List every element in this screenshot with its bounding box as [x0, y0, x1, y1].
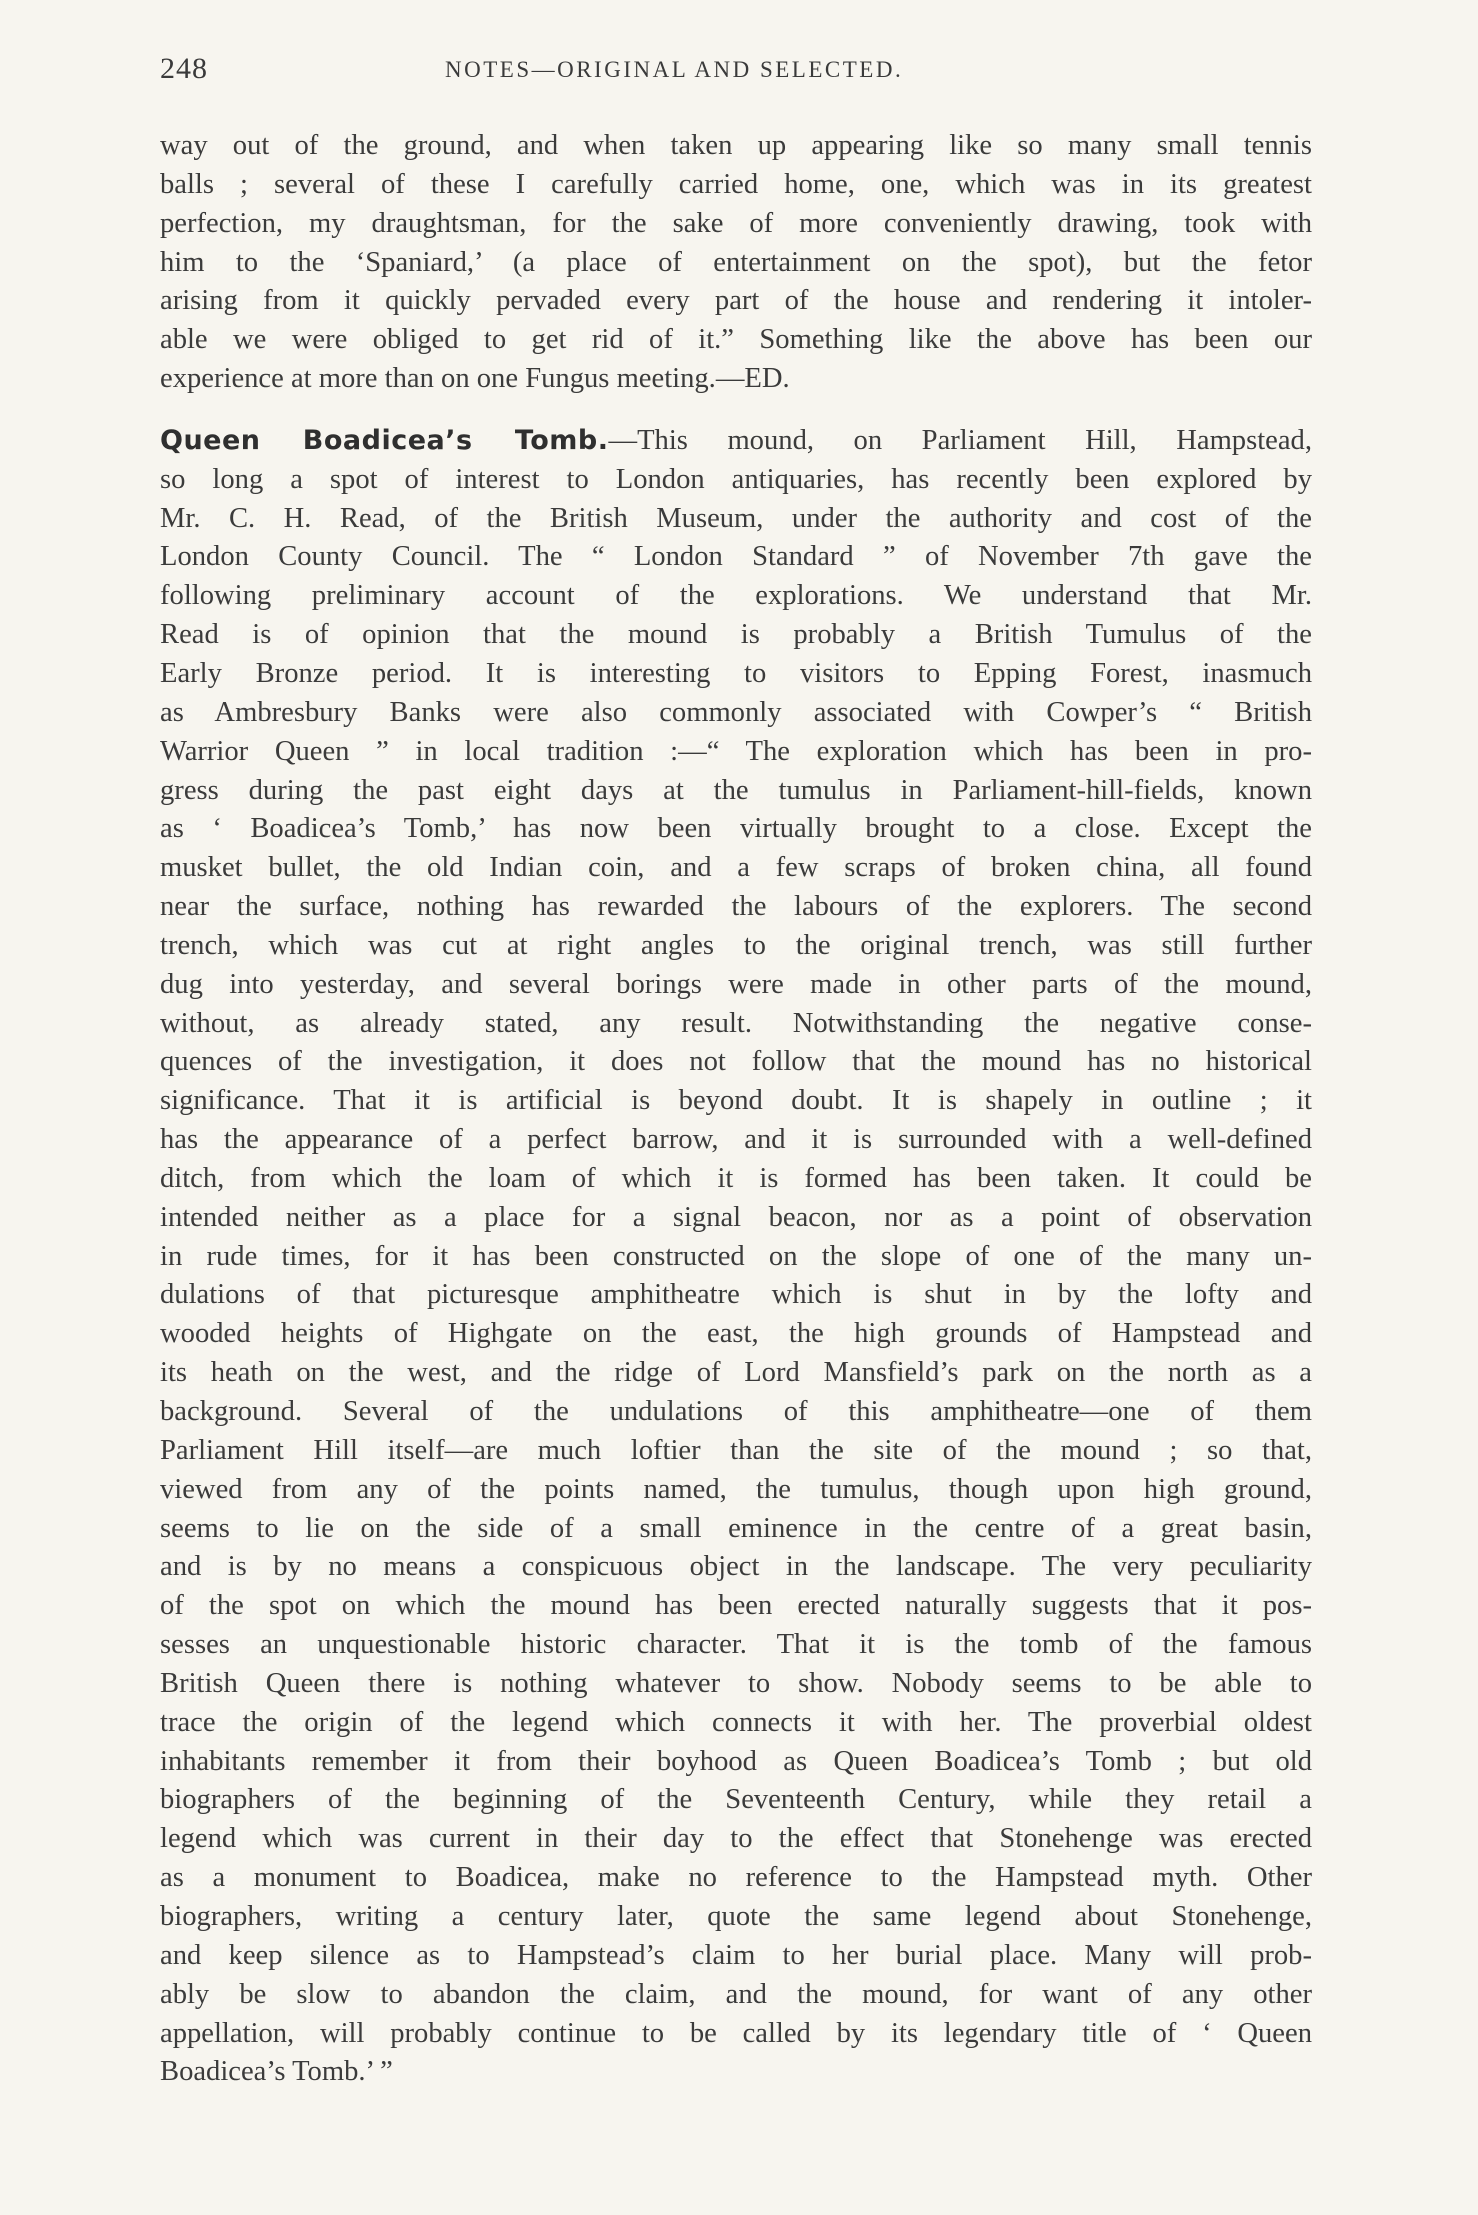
text-line: trench, which was cut at right angles to the original trench, was still further [160, 929, 1312, 961]
text-line: biographers of the beginning of the Seventeenth Century, while they retail a [160, 1784, 1312, 1816]
text-line: in rude times, for it has been constructed on the slope of one of the many un- [160, 1240, 1312, 1272]
text-line: sesses an unquestionable historic character. That it is the tomb of the famous [160, 1629, 1312, 1661]
text-line: dulations of that picturesque amphitheatre which is shut in by the lofty and [160, 1279, 1312, 1311]
text-line: balls ; several of these I carefully carried home, one, which was in its greatest [160, 168, 1312, 200]
continuation-paragraph [160, 127, 1312, 399]
text-line: so long a spot of interest to London antiquaries, has recently been explored by [160, 463, 1312, 495]
text-line: of the spot on which the mound has been erected naturally suggests that it pos- [160, 1590, 1312, 1622]
body-text [160, 127, 1312, 2092]
article-paragraph [160, 422, 1312, 2092]
text-line: him to the ‘Spaniard,’ (a place of entertainment on the spot), but the fetor [160, 246, 1312, 278]
text-line: near the surface, nothing has rewarded the labours of the explorers. The second [160, 891, 1312, 923]
text-line: has the appearance of a perfect barrow, and it is surrounded with a well-defined [160, 1124, 1312, 1156]
text-line: following preliminary account of the explorations. We understand that Mr. [160, 580, 1312, 612]
text-line: legend which was current in their day to the effect that Stonehenge was erected [160, 1823, 1312, 1855]
text-line: Boadicea’s Tomb.’ ” [160, 2056, 393, 2088]
text-line: gress during the past eight days at the tumulus in Parliament-hill-fields, known [160, 774, 1312, 806]
text-line: significance. That it is artificial is beyond doubt. It is shapely in outline ; it [160, 1085, 1312, 1117]
text-line: background. Several of the undulations of this amphitheatre—one of them [160, 1396, 1312, 1427]
running-head: NOTES—ORIGINAL AND SELECTED. [445, 57, 904, 82]
text-line: viewed from any of the points named, the tumulus, though upon high ground, [160, 1473, 1312, 1505]
text-line: biographers, writing a century later, quote the same legend about Stonehenge, [160, 1900, 1312, 1932]
text-line: able we were obliged to get rid of it.” Something like the above has been our [160, 324, 1312, 356]
text-line: and is by no means a conspicuous object in the landscape. The very peculiarity [160, 1551, 1312, 1583]
text-line: appellation, will probably continue to be called by its legendary title of ‘ Queen [160, 2017, 1312, 2049]
text-line: trace the origin of the legend which connects it with her. The proverbial oldest [160, 1706, 1312, 1738]
text-line: and keep silence as to Hampstead’s claim to her burial place. Many will prob- [160, 1939, 1312, 1971]
page-number: 248 [160, 52, 208, 85]
text-line: as a monument to Boadicea, make no reference to the Hampstead myth. Other [160, 1862, 1312, 1894]
text-line-first [160, 422, 1312, 461]
text-line: seems to lie on the side of a small eminence in the centre of a great basin, [160, 1512, 1312, 1544]
text-line: arising from it quickly pervaded every part of the house and rendering it intoler- [160, 285, 1312, 317]
text-line: dug into yesterday, and several borings were made in other parts of the mound, [160, 968, 1312, 1000]
text-line: ably be slow to abandon the claim, and the mound, for want of any other [160, 1978, 1312, 2010]
page-header [160, 52, 1310, 96]
text-line: Mr. C. H. Read, of the British Museum, under the authority and cost of the [160, 502, 1312, 534]
text-line: Early Bronze period. It is interesting to visitors to Epping Forest, inasmuch [160, 657, 1312, 689]
text-line: its heath on the west, and the ridge of Lord Mansfield’s park on the north as a [160, 1357, 1312, 1389]
first-line-rest: —This mound, on Parliament Hill, Hampstead, [608, 424, 1313, 456]
text-line: British Queen there is nothing whatever to show. Nobody seems to be able to [160, 1667, 1312, 1699]
text-line: way out of the ground, and when taken up appearing like so many small tennis [160, 130, 1312, 161]
section-title: Queen Boadicea’s Tomb. [160, 424, 609, 456]
text-line: quences of the investigation, it does not follow that the mound has no historical [160, 1046, 1312, 1078]
text-line: Warrior Queen ” in local tradition :—“ The exploration which has been in pro- [160, 735, 1312, 767]
text-line: perfection, my draughtsman, for the sake of more conveniently drawing, took with [160, 207, 1312, 239]
text-line: ditch, from which the loam of which it is formed has been taken. It could be [160, 1162, 1312, 1194]
text-line: Read is of opinion that the mound is probably a British Tumulus of the [160, 619, 1312, 651]
text-line: wooded heights of Highgate on the east, the high grounds of Hampstead and [160, 1318, 1312, 1350]
text-line: inhabitants remember it from their boyhood as Queen Boadicea’s Tomb ; but old [160, 1745, 1312, 1777]
text-line: without, as already stated, any result. Notwithstanding the negative conse- [160, 1007, 1312, 1039]
text-line: musket bullet, the old Indian coin, and a few scraps of broken china, all found [160, 852, 1312, 884]
text-line: as Ambresbury Banks were also commonly associated with Cowper’s “ British [160, 696, 1312, 728]
text-line: as ‘ Boadicea’s Tomb,’ has now been virtually brought to a close. Except the [160, 813, 1312, 845]
text-line: intended neither as a place for a signal beacon, nor as a point of observation [160, 1201, 1312, 1233]
text-line: experience at more than on one Fungus meeting.—ED. [160, 363, 790, 395]
text-line: Parliament Hill itself—are much loftier than the site of the mound ; so that, [160, 1434, 1312, 1466]
text-line: London County Council. The “ London Standard ” of November 7th gave the [160, 541, 1312, 573]
